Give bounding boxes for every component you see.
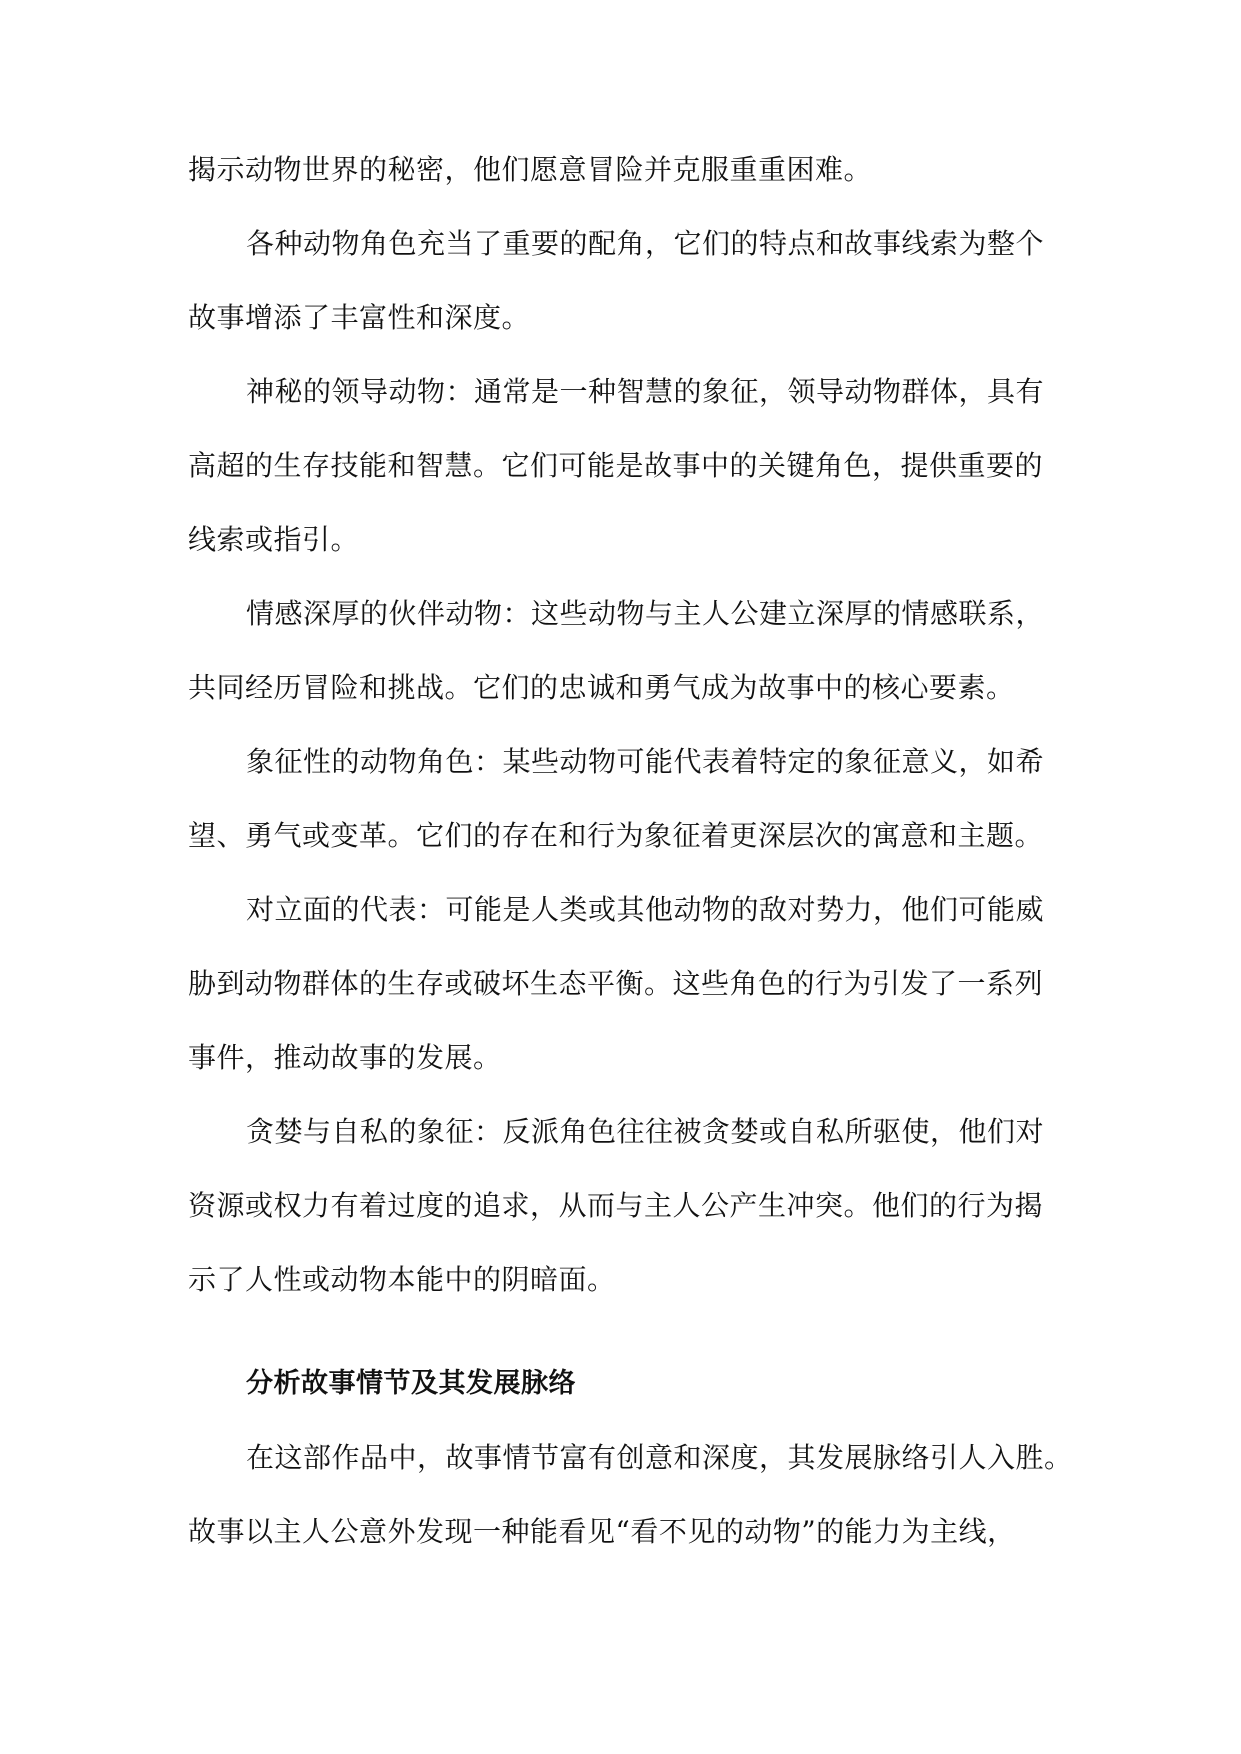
paragraph-first-line: 象征性的动物角色：某些动物可能代表着特定的象征意义，如希 [246, 745, 1045, 778]
paragraph-first-line: 各种动物角色充当了重要的配角，它们的特点和故事线索为整个 [246, 227, 1045, 260]
paragraph-first-line: 贪婪与自私的象征：反派角色往往被贪婪或自私所驱使，他们对 [246, 1115, 1045, 1148]
text-line: 事件，推动故事的发展。 [188, 1041, 502, 1074]
paragraph-first-line: 神秘的领导动物：通常是一种智慧的象征，领导动物群体，具有 [246, 375, 1045, 408]
text-line: 资源或权力有着过度的追求，从而与主人公产生冲突。他们的行为揭 [188, 1189, 1044, 1222]
text-line: 揭示动物世界的秘密，他们愿意冒险并克服重重困难。 [188, 153, 873, 186]
text-line: 胁到动物群体的生存或破坏生态平衡。这些角色的行为引发了一系列 [188, 967, 1044, 1000]
section-heading: 分析故事情节及其发展脉络 [246, 1368, 576, 1399]
text-line: 故事增添了丰富性和深度。 [188, 301, 531, 334]
paragraph-first-line: 对立面的代表：可能是人类或其他动物的敌对势力，他们可能威 [246, 893, 1045, 926]
text-line: 示了人性或动物本能中的阴暗面。 [188, 1263, 616, 1296]
text-line: 望、勇气或变革。它们的存在和行为象征着更深层次的寓意和主题。 [188, 819, 1044, 852]
text-line: 线索或指引。 [188, 523, 360, 556]
text-line: 高超的生存技能和智慧。它们可能是故事中的关键角色，提供重要的 [188, 449, 1044, 482]
text-line: 故事以主人公意外发现一种能看见“看不见的动物”的能力为主线， [188, 1515, 1016, 1548]
paragraph-first-line: 在这部作品中，故事情节富有创意和深度，其发展脉络引人入胜。 [246, 1441, 1073, 1474]
paragraph-first-line: 情感深厚的伙伴动物：这些动物与主人公建立深厚的情感联系， [246, 597, 1045, 630]
text-line: 共同经历冒险和挑战。它们的忠诚和勇气成为故事中的核心要素。 [188, 671, 1015, 704]
